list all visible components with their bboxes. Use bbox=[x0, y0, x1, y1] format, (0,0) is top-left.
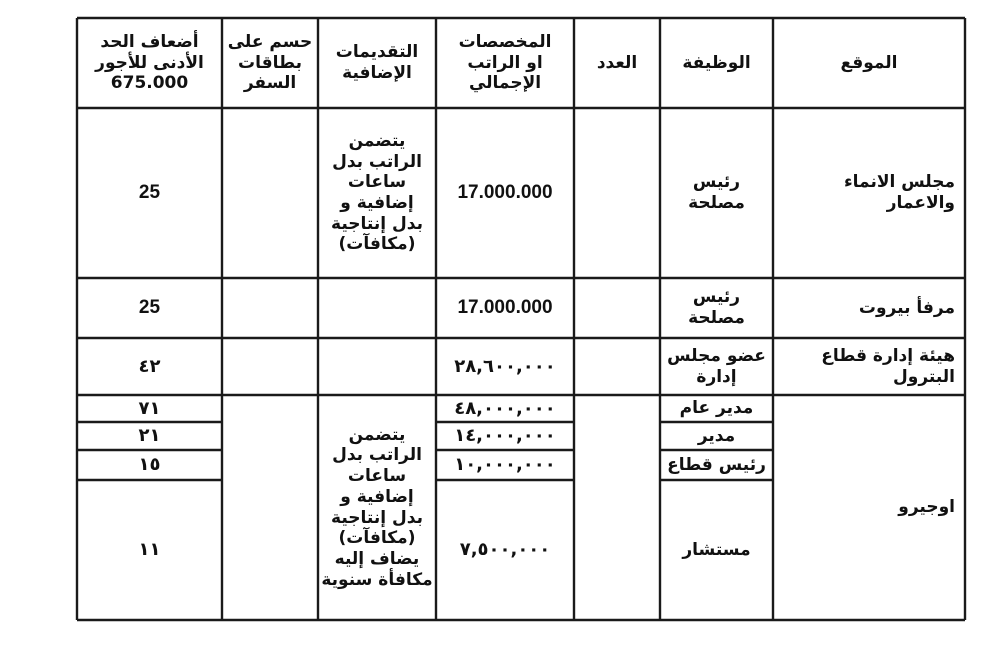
ogero-job-general-director: مدير عام bbox=[679, 398, 754, 419]
row3-site: هيئة إدارة قطاع البترول bbox=[821, 345, 955, 387]
ogero-multiple-general-director: ٧١ bbox=[138, 397, 161, 419]
ogero-job-sector-head: رئيس قطاع bbox=[667, 454, 766, 475]
row1-job: رئيس مصلحة bbox=[688, 172, 745, 213]
header-allocations: المخصصات او الراتب الإجمالي bbox=[458, 31, 552, 94]
row2-multiple: 25 bbox=[138, 297, 161, 319]
row1-extra-benefits: يتضمن الراتب بدل ساعات إضافية و بدل إنتاجية (مكافآت) bbox=[331, 130, 423, 255]
row3-job: عضو مجلس إدارة bbox=[667, 345, 766, 387]
ogero-allocation-director: ١٤,٠٠٠,٠٠٠ bbox=[454, 425, 556, 447]
ogero-allocation-consultant: ٧,٥٠٠,٠٠٠ bbox=[459, 539, 551, 561]
ogero-allocation-sector-head: ١٠,٠٠٠,٠٠٠ bbox=[454, 454, 556, 476]
row1-multiple: 25 bbox=[138, 182, 161, 204]
header-travel-discount: حسم على بطاقات السفر bbox=[227, 31, 313, 94]
ogero-multiple-sector-head: ١٥ bbox=[138, 454, 161, 476]
row2-site: مرفأ بيروت bbox=[858, 297, 955, 318]
ogero-job-director: مدير bbox=[697, 425, 736, 446]
row3-multiple: ٤٢ bbox=[138, 355, 161, 377]
ogero-extra-benefits: يتضمن الراتب بدل ساعات إضافية و بدل إنتاجية (مكافآت) يضاف إليه مكافأة سنوية bbox=[321, 424, 433, 590]
ogero-allocation-general-director: ٤٨,٠٠٠,٠٠٠ bbox=[454, 397, 556, 419]
header-minimum-wage-multiples: أضعاف الحد الأدنى للأجور 675.000 bbox=[95, 31, 204, 94]
ogero-multiple-consultant: ١١ bbox=[138, 539, 161, 561]
row3-allocation: ٢٨,٦٠٠,٠٠٠ bbox=[454, 355, 556, 377]
row1-allocation: 17.000.000 bbox=[457, 182, 553, 204]
ogero-site: اوجيرو bbox=[898, 497, 955, 518]
header-job: الوظيفة bbox=[682, 52, 751, 73]
row2-allocation: 17.000.000 bbox=[457, 297, 553, 319]
header-count: العدد bbox=[596, 52, 638, 73]
ogero-multiple-director: ٢١ bbox=[138, 425, 161, 447]
row1-site: مجلس الانماء والاعمار bbox=[843, 172, 955, 213]
ogero-job-consultant: مستشار bbox=[682, 539, 751, 560]
row2-job: رئيس مصلحة bbox=[688, 287, 745, 328]
header-site: الموقع bbox=[840, 52, 898, 73]
header-extra-benefits: التقديمات الإضافية bbox=[335, 42, 419, 83]
